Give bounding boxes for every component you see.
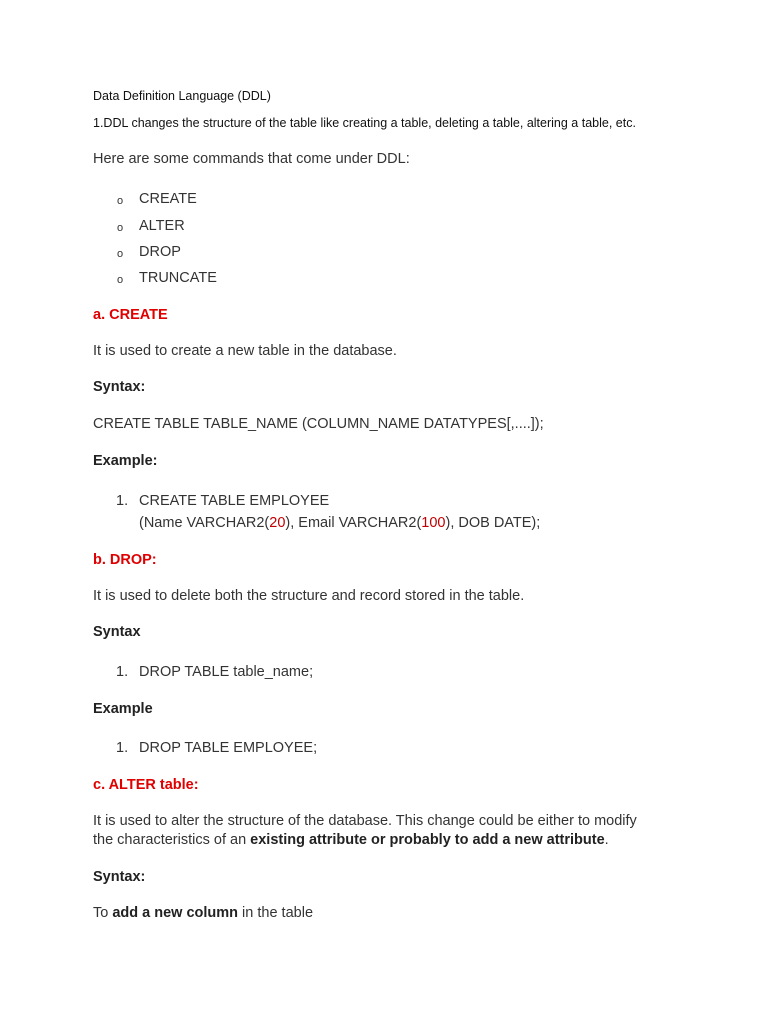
- alter-syntax-label: Syntax:: [93, 869, 146, 885]
- drop-heading: b. DROP:: [93, 552, 157, 568]
- alter-add-column-text: [93, 906, 313, 921]
- alter-heading: c. ALTER table:: [93, 777, 199, 793]
- bullet-marker: o: [117, 274, 124, 286]
- text-fragment: .: [604, 832, 609, 848]
- command-create: CREATE: [139, 191, 197, 207]
- doc-title: Data Definition Language (DDL): [93, 89, 271, 103]
- create-example-line1: CREATE TABLE EMPLOYEE: [139, 493, 330, 509]
- create-description: It is used to create a new table in the database.: [93, 343, 397, 359]
- code-fragment: ), DOB DATE);: [445, 515, 541, 531]
- list-number: 1.: [116, 493, 129, 509]
- text-fragment: To: [93, 905, 113, 921]
- bold-text: add a new column: [112, 905, 239, 921]
- code-number: 20: [269, 515, 286, 531]
- alter-description-line2: [93, 833, 609, 848]
- create-syntax-label: Syntax:: [93, 379, 146, 395]
- create-syntax: CREATE TABLE TABLE_NAME (COLUMN_NAME DATATYPES[,....]);: [93, 416, 544, 432]
- bullet-marker: o: [117, 195, 124, 207]
- drop-syntax-label: Syntax: [93, 624, 141, 640]
- create-example-label: Example:: [93, 453, 158, 469]
- bold-text: existing attribute or probably to add a new attribute: [250, 832, 605, 848]
- text-fragment: the characteristics of an: [93, 832, 251, 848]
- command-drop: DROP: [139, 244, 181, 260]
- ddl-point-1: 1.DDL changes the structure of the table like creating a table, deleting a table, altering a table, etc.: [93, 116, 636, 130]
- list-number: 1.: [116, 740, 129, 756]
- drop-example-label: Example: [93, 701, 153, 717]
- code-number: 100: [421, 515, 446, 531]
- drop-description: It is used to delete both the structure and record stored in the table.: [93, 588, 525, 604]
- command-alter: ALTER: [139, 218, 185, 234]
- alter-description-line1: It is used to alter the structure of the database. This change could be either to modify: [93, 813, 637, 829]
- command-truncate: TRUNCATE: [139, 270, 217, 286]
- drop-syntax: DROP TABLE table_name;: [139, 664, 314, 680]
- list-number: 1.: [116, 664, 129, 680]
- drop-example: DROP TABLE EMPLOYEE;: [139, 740, 318, 756]
- text-fragment: in the table: [238, 905, 314, 921]
- create-heading: a. CREATE: [93, 307, 168, 323]
- create-example-line2: [139, 516, 540, 531]
- ddl-intro: Here are some commands that come under DDL:: [93, 151, 410, 167]
- bullet-marker: o: [117, 222, 124, 234]
- code-fragment: (Name VARCHAR2(: [139, 515, 270, 531]
- code-fragment: ), Email VARCHAR2(: [285, 515, 422, 531]
- bullet-marker: o: [117, 248, 124, 260]
